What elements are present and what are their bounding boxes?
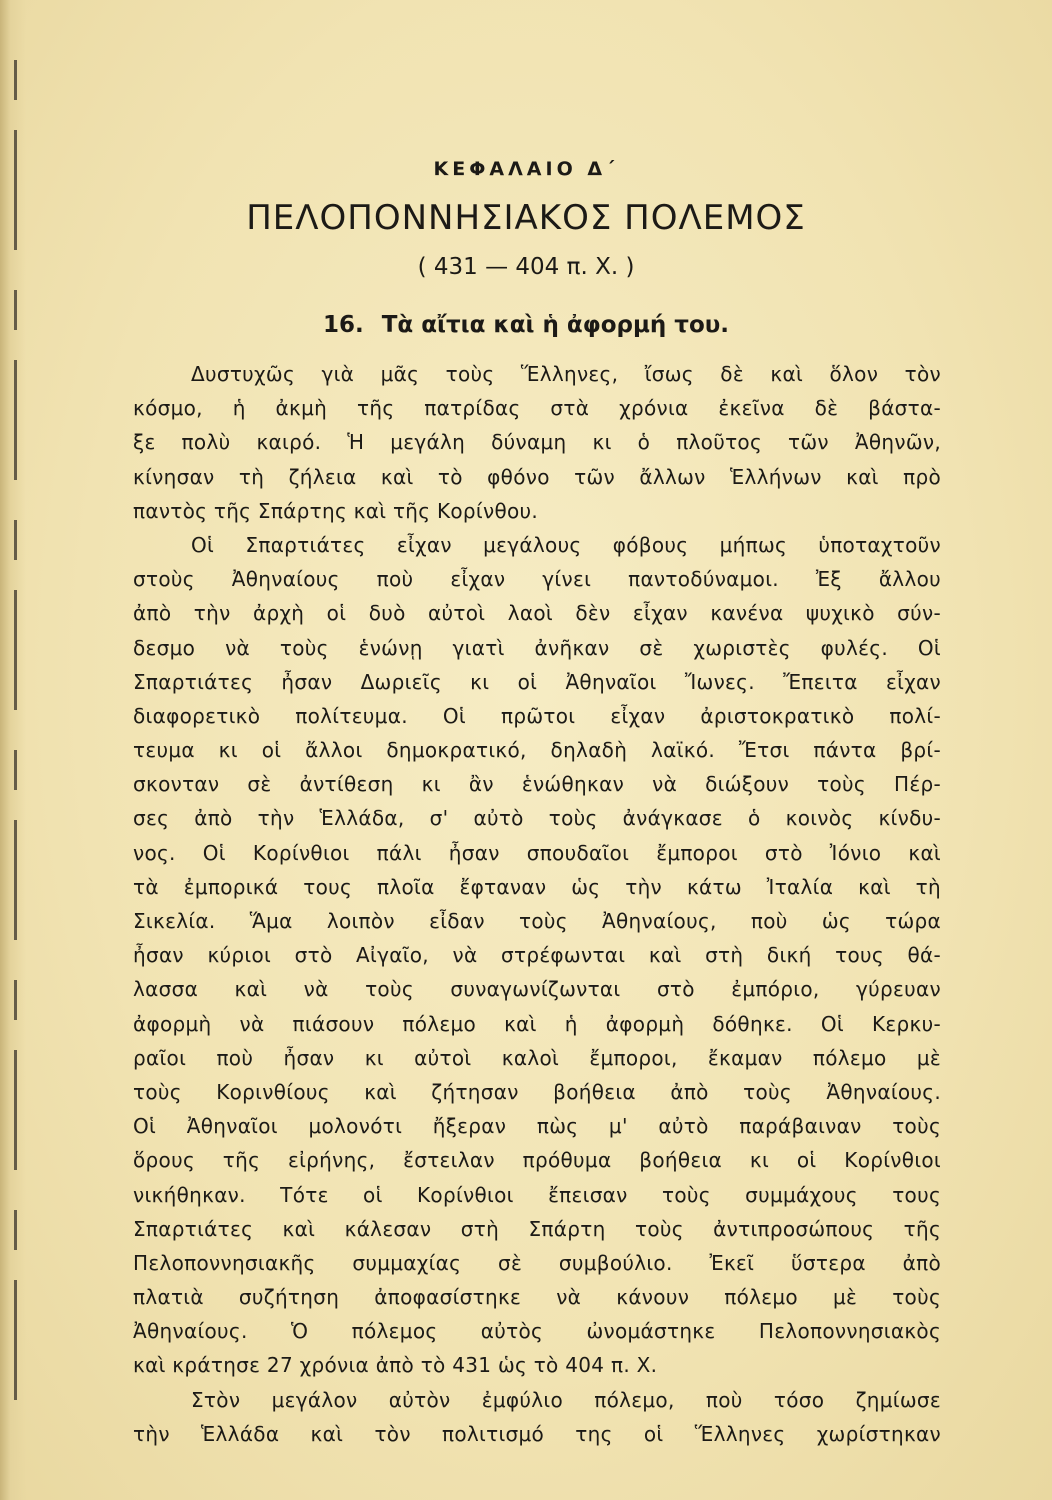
text-line: ἀπὸ τὴν ἀρχὴ οἱ δυὸ αὐτοὶ λαοὶ δὲν εἶχαν κανένα ψυχικὸ σύν-: [133, 601, 941, 626]
text-line: ἦσαν κύριοι στὸ Αἰγαῖο, νὰ στρέφωνται καὶ στὴ δική τους θά-: [133, 943, 941, 968]
text-line: σες ἀπὸ τὴν Ἑλλάδα, σ' αὐτὸ τοὺς ἀνάγκασε ὁ κοινὸς κίνδυ-: [133, 806, 941, 831]
text-line: πλατιὰ συζήτηση ἀποφασίστηκε νὰ κάνουν πόλεμο μὲ τοὺς: [133, 1285, 941, 1310]
chapter-heading: ΚΕΦΑΛΑΙΟ Δ΄: [433, 158, 619, 180]
section-number: 16.: [322, 312, 364, 338]
text-line: ραῖοι ποὺ ἦσαν κι αὐτοὶ καλοὶ ἔμποροι, ἔκαμαν πόλεμο μὲ: [133, 1045, 941, 1070]
text-line: τὴν Ἑλλάδα καὶ τὸν πολιτισμό της οἱ Ἕλληνες χωρίστηκαν: [133, 1421, 941, 1446]
chapter-title: ΠΕΛΟΠΟΝΝΗΣΙΑΚΟΣ ΠΟΛΕΜΟΣ: [246, 198, 806, 238]
text-line: Πελοποννησιακῆς συμμαχίας σὲ συμβούλιο. Ἐκεῖ ὕστερα ἀπὸ: [133, 1250, 941, 1275]
text-line: ξε πολὺ καιρό. Ἡ μεγάλη δύναμη κι ὁ πλοῦτος τῶν Ἀθηνῶν,: [133, 430, 941, 455]
section-heading: [0, 312, 1052, 338]
text-line: παντὸς τῆς Σπάρτης καὶ τῆς Κορίνθου.: [133, 498, 539, 523]
text-line: Σπαρτιάτες καὶ κάλεσαν στὴ Σπάρτη τοὺς ἀντιπροσώπους τῆς: [133, 1216, 941, 1241]
text-line: καὶ κράτησε 27 χρόνια ἀπὸ τὸ 431 ὡς τὸ 404 π. Χ.: [133, 1353, 658, 1378]
text-line: ὅρους τῆς εἰρήνης, ἔστειλαν πρόθυμα βοήθεια κι οἱ Κορίνθιοι: [133, 1148, 941, 1173]
text-line: κόσμο, ἡ ἀκμὴ τῆς πατρίδας στὰ χρόνια ἐκεῖνα δὲ βάστα-: [133, 396, 941, 421]
text-line: Σικελία. Ἅμα λοιπὸν εἶδαν τοὺς Ἀθηναίους, ποὺ ὡς τώρα: [133, 909, 941, 933]
text-line: στοὺς Ἀθηναίους ποὺ εἶχαν γίνει παντοδύναμοι. Ἐξ ἄλλου: [133, 567, 941, 592]
text-line: δεσμο νὰ τοὺς ἑνώνῃ γιατὶ ἀνῆκαν σὲ χωριστὲς φυλές. Οἱ: [133, 635, 941, 660]
text-line: σκονταν σὲ ἀντίθεση κι ἂν ἑνώθηκαν νὰ διώξουν τοὺς Πέρ-: [133, 772, 941, 797]
text-line: λασσα καὶ νὰ τοὺς συναγωνίζωνται στὸ ἐμπόριο, γύρευαν: [133, 977, 941, 1002]
text-line: νος. Οἱ Κορίνθιοι πάλι ἦσαν σπουδαῖοι ἔμποροι στὸ Ἰόνιο καὶ: [133, 840, 941, 865]
text-line: Ἀθηναίους. Ὁ πόλεμος αὐτὸς ὠνομάστηκε Πελοποννησιακὸς: [133, 1319, 941, 1344]
text-line: Οἱ Ἀθηναῖοι μολονότι ἤξεραν πὼς μ' αὐτὸ παράβαιναν τοὺς: [133, 1114, 941, 1139]
section-title: Τὰ αἴτια καὶ ἡ ἀφορμή του.: [381, 312, 730, 338]
text-line: νικήθηκαν. Τότε οἱ Κορίνθιοι ἔπεισαν τοὺς συμμάχους τους: [133, 1182, 941, 1207]
text-line: ἀφορμὴ νὰ πιάσουν πόλεμο καὶ ἡ ἀφορμὴ δόθηκε. Οἱ Κερκυ-: [133, 1011, 941, 1036]
text-line: Οἱ Σπαρτιάτες εἶχαν μεγάλους φόβους μήπως ὑποταχτοῦν: [191, 532, 941, 557]
text-line: τευμα κι οἱ ἄλλοι δημοκρατικό, δηλαδὴ λαϊκό. Ἔτσι πάντα βρί-: [133, 738, 941, 763]
chapter-dates: ( 431 — 404 π. Χ. ): [417, 254, 635, 280]
body-text: [133, 357, 941, 1451]
text-line: κίνησαν τὴ ζήλεια καὶ τὸ φθόνο τῶν ἄλλων Ἑλλήνων καὶ πρὸ: [133, 464, 941, 489]
text-line: Στὸν μεγάλον αὐτὸν ἐμφύλιο πόλεμο, ποὺ τόσο ζημίωσε: [191, 1387, 941, 1412]
text-line: Σπαρτιάτες ἦσαν Δωριεῖς κι οἱ Ἀθηναῖοι Ἴωνες. Ἔπειτα εἶχαν: [133, 669, 941, 694]
text-line: διαφορετικὸ πολίτευμα. Οἱ πρῶτοι εἶχαν ἀριστοκρατικὸ πολί-: [133, 703, 941, 728]
text-line: Δυστυχῶς γιὰ μᾶς τοὺς Ἕλληνες, ἴσως δὲ καὶ ὅλον τὸν: [191, 362, 941, 386]
text-line: τὰ ἐμπορικά τους πλοῖα ἔφταναν ὡς τὴν κάτω Ἰταλία καὶ τὴ: [133, 874, 941, 899]
text-line: τοὺς Κορινθίους καὶ ζήτησαν βοήθεια ἀπὸ τοὺς Ἀθηναίους.: [133, 1079, 941, 1104]
